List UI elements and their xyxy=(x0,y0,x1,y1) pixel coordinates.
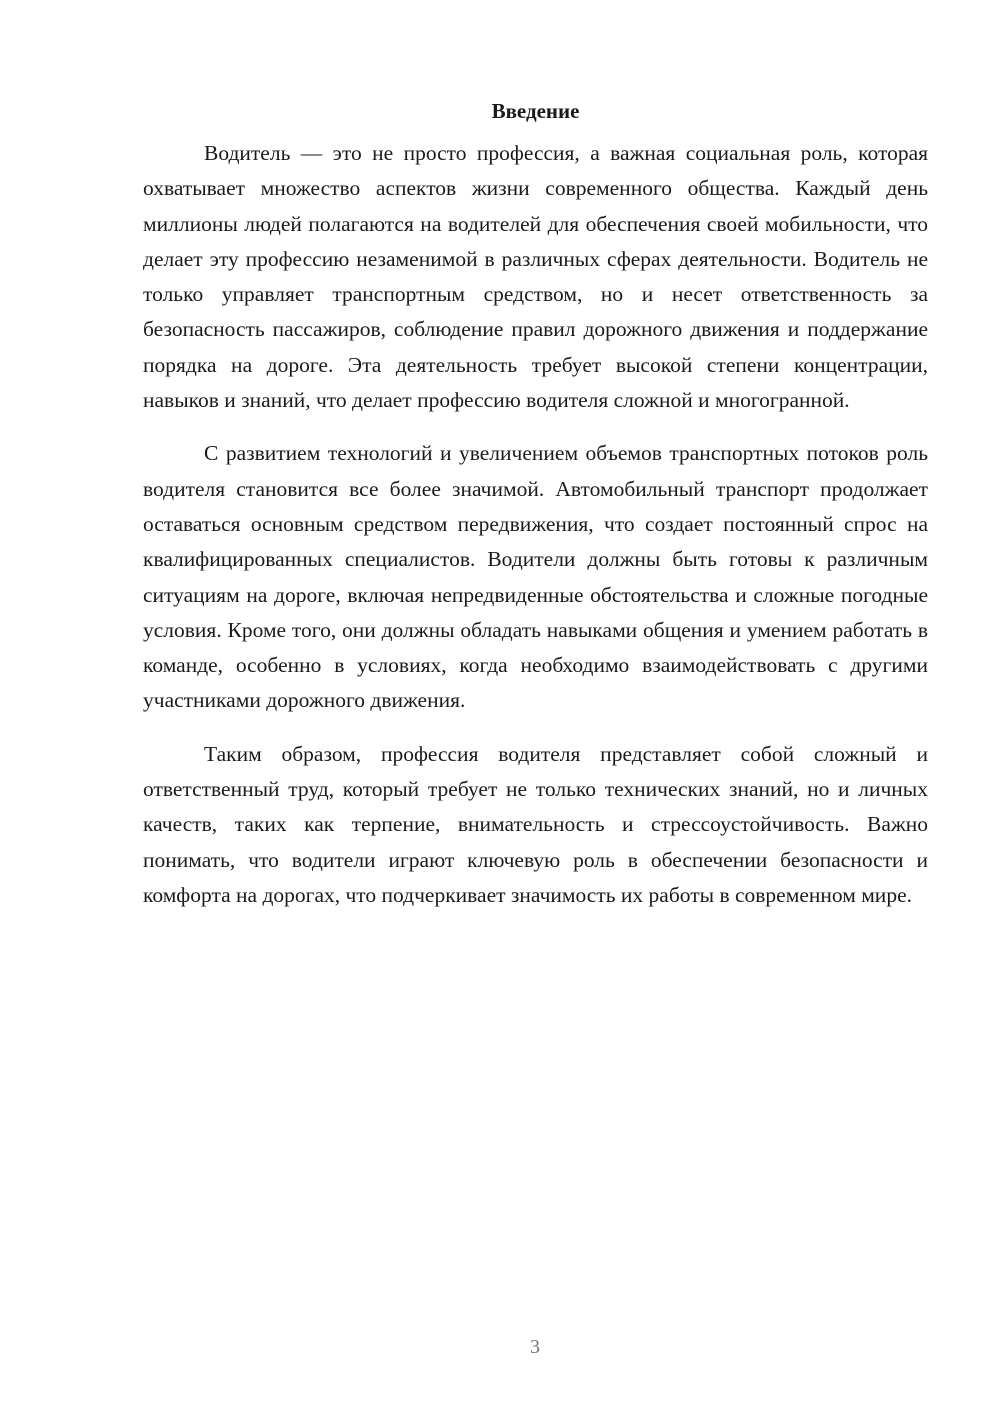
paragraph-1: Водитель — это не просто профессия, а важная социальная роль, которая охватывает множество аспектов жизни современного общества. Каждый день миллионы людей полагаются на водителей для обеспечения своей мобильности, что делает эту профессию незаменимой в различных сферах деятельности. Водитель не только управляет транспортным средством, но и несет ответственность за безопасность пассажиров, соблюдение правил дорожного движения и поддержание порядка на дороге. Эта деятельность требует высокой степени концентрации, навыков и знаний, что делает профессию водителя сложной и многогранной. xyxy=(143,141,928,413)
page-content xyxy=(143,94,928,913)
paragraph-3: Таким образом, профессия водителя представляет собой сложный и ответственный труд, который требует не только технических знаний, но и личных качеств, таких как терпение, внимательность и стрессоустойчивость. Важно понимать, что водители играют ключевую роль в обеспечении безопасности и комфорта на дорогах, что подчеркивает значимость их работы в современном мире. xyxy=(143,741,928,907)
paragraph-2: С развитием технологий и увеличением объемов транспортных потоков роль водителя становится все более значимой. Автомобильный транспорт продолжает оставаться основным средством передвижения, что создает постоянный спрос на квалифицированных специалистов. Водители должны быть готовы к различным ситуациям на дороге, включая непредвиденные обстоятельства и сложные погодные условия. Кроме того, они должны обладать навыками общения и умением работать в команде, особенно в условиях, когда необходимо взаимодействовать с другими участниками дорожного движения. xyxy=(143,441,928,713)
section-heading: Введение xyxy=(491,99,580,123)
page-number: 3 xyxy=(530,1336,540,1358)
